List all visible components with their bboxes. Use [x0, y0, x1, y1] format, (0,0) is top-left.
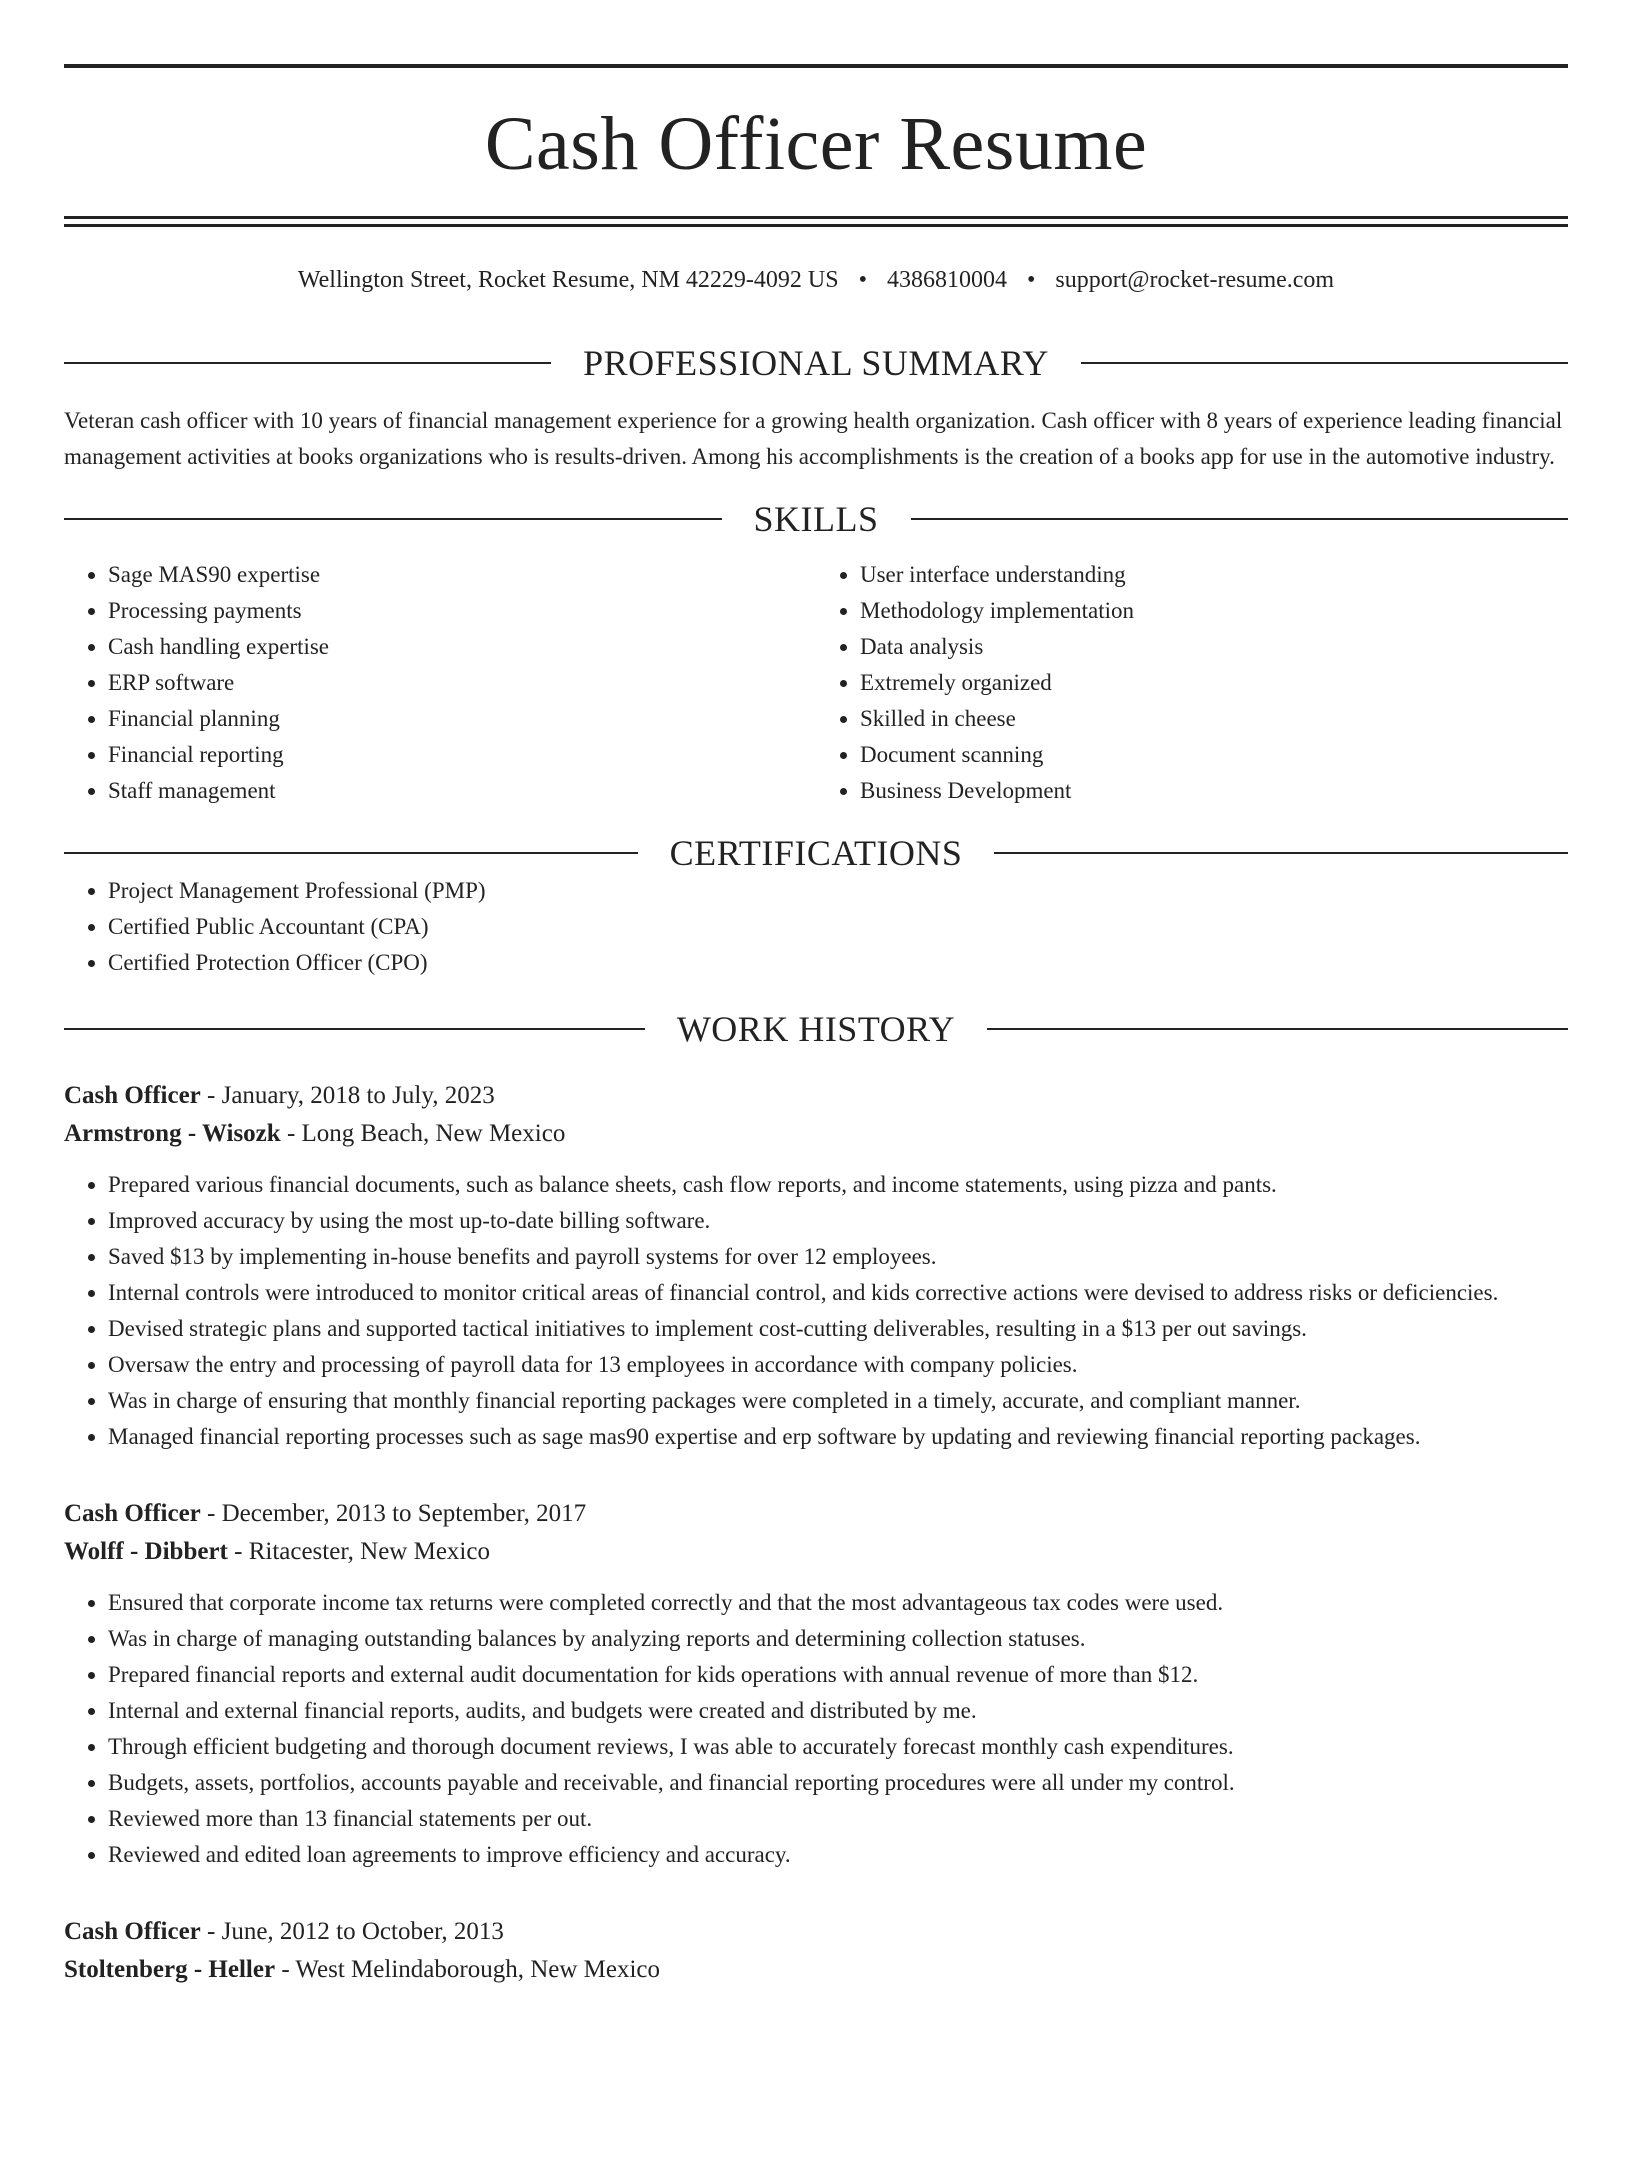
job-duty-item: • Internal and external financial reports, audits, and budgets were created and distributed by me. [108, 1693, 1568, 1729]
resume-page [0, 64, 1632, 2176]
skill-item: • Document scanning [860, 737, 1568, 773]
contact-phone: 4386810004 [887, 267, 1007, 293]
skills-heading-label: SKILLS [753, 499, 879, 539]
job-company: Stoltenberg - Heller [64, 1956, 276, 1983]
skills-column-right [816, 557, 1568, 809]
job-title: Cash Officer [64, 1500, 201, 1527]
contact-line [64, 265, 1568, 295]
job-entry [64, 1077, 1568, 1455]
job-title-line [64, 1077, 1568, 1115]
skill-item: • Extremely organized [860, 665, 1568, 701]
skills-heading [64, 499, 1568, 539]
heading-rule-left [64, 362, 551, 364]
job-duty-item: • Managed financial reporting processes such as sage mas90 expertise and erp software by updating and reviewing financial reporting packages. [108, 1419, 1568, 1455]
contact-address: Wellington Street, Rocket Resume, NM 42229-4092 US [297, 267, 839, 293]
heading-rule-left [64, 518, 722, 520]
summary-heading-label: PROFESSIONAL SUMMARY [583, 343, 1049, 383]
heading-rule-right [911, 518, 1569, 520]
job-title: Cash Officer [64, 1918, 201, 1945]
skill-item: • Cash handling expertise [108, 629, 816, 665]
skill-item: • Financial reporting [108, 737, 816, 773]
skills-list-left [64, 557, 816, 809]
job-company-line [64, 1115, 1568, 1153]
job-location: - Ritacester, New Mexico [227, 1538, 490, 1565]
certification-item: • Project Management Professional (PMP) [108, 873, 1568, 909]
heading-rule-right [987, 1028, 1568, 1030]
skill-item: • Staff management [108, 773, 816, 809]
skill-item: • Skilled in cheese [860, 701, 1568, 737]
job-duty-item: • Reviewed more than 13 financial statements per out. [108, 1801, 1568, 1837]
job-duty-item: • Ensured that corporate income tax returns were completed correctly and that the most advantageous tax codes were used. [108, 1585, 1568, 1621]
job-duty-item: • Devised strategic plans and supported tactical initiatives to implement cost-cutting deliverables, resulting in a $13 per out savings. [108, 1311, 1568, 1347]
job-duty-item: • Reviewed and edited loan agreements to improve efficiency and accuracy. [108, 1837, 1568, 1873]
skill-item: • Sage MAS90 expertise [108, 557, 816, 593]
certifications-heading [64, 833, 1568, 873]
job-location: - West Melindaborough, New Mexico [275, 1956, 661, 1983]
job-duty-item: • Saved $13 by implementing in-house benefits and payroll systems for over 12 employees. [108, 1239, 1568, 1275]
skill-item: • Methodology implementation [860, 593, 1568, 629]
job-company: Wolff - Dibbert [64, 1538, 228, 1565]
job-company: Armstrong - Wisozk [64, 1120, 281, 1147]
skill-item: • User interface understanding [860, 557, 1568, 593]
certification-item: • Certified Public Accountant (CPA) [108, 909, 1568, 945]
contact-separator: • [858, 267, 867, 293]
job-duties-list [64, 1585, 1568, 1873]
job-duty-item: • Internal controls were introduced to monitor critical areas of financial control, and kids corrective actions were devised to address risks or deficiencies. [108, 1275, 1568, 1311]
skill-item: • Financial planning [108, 701, 816, 737]
job-duty-item: • Prepared financial reports and external audit documentation for kids operations with annual revenue of more than $12. [108, 1657, 1568, 1693]
certifications-heading-label: CERTIFICATIONS [669, 833, 963, 873]
job-dates: - January, 2018 to July, 2023 [200, 1082, 495, 1109]
skill-item: • Business Development [860, 773, 1568, 809]
job-dates: - June, 2012 to October, 2013 [200, 1918, 504, 1945]
job-company-line [64, 1951, 1568, 1989]
skill-item: • Processing payments [108, 593, 816, 629]
summary-heading [64, 343, 1568, 383]
heading-rule-right [994, 852, 1568, 854]
top-rule [64, 64, 1568, 68]
work-history-heading-label: WORK HISTORY [676, 1009, 956, 1049]
heading-rule-left [64, 852, 638, 854]
skill-item: • ERP software [108, 665, 816, 701]
heading-rule-left [64, 1028, 645, 1030]
heading-rule-right [1081, 362, 1568, 364]
job-duty-item: • Budgets, assets, portfolios, accounts payable and receivable, and financial reporting procedures were all under my control. [108, 1765, 1568, 1801]
job-entry [64, 1913, 1568, 1989]
contact-separator: • [1027, 267, 1036, 293]
skills-column-left [64, 557, 816, 809]
contact-email: support@rocket-resume.com [1055, 267, 1335, 293]
job-title-line [64, 1495, 1568, 1533]
job-duty-item: • Prepared various financial documents, such as balance sheets, cash flow reports, and income statements, using pizza and pants. [108, 1167, 1568, 1203]
skills-list-right [816, 557, 1568, 809]
work-history-heading [64, 1009, 1568, 1049]
certifications-list [64, 873, 1568, 981]
job-duty-item: • Was in charge of managing outstanding balances by analyzing reports and determining collection statuses. [108, 1621, 1568, 1657]
job-duty-item: • Improved accuracy by using the most up-to-date billing software. [108, 1203, 1568, 1239]
job-dates: - December, 2013 to September, 2017 [200, 1500, 587, 1527]
summary-text: Veteran cash officer with 10 years of financial management experience for a growing health organization. Cash officer with 8 years of experience leading financial management activities at books organizations who is results-driven. Among his accomplishments is the creation of a books app for use in the automotive industry. [64, 408, 1563, 469]
job-duties-list [64, 1167, 1568, 1455]
job-location: - Long Beach, New Mexico [280, 1120, 566, 1147]
job-title: Cash Officer [64, 1082, 201, 1109]
job-duty-item: • Through efficient budgeting and thorough document reviews, I was able to accurately forecast monthly cash expenditures. [108, 1729, 1568, 1765]
job-entry [64, 1495, 1568, 1873]
skill-item: • Data analysis [860, 629, 1568, 665]
job-duty-item: • Was in charge of ensuring that monthly financial reporting packages were completed in a timely, accurate, and compliant manner. [108, 1383, 1568, 1419]
skills-grid [64, 557, 1568, 809]
title-double-rule [64, 216, 1568, 227]
resume-title: Cash Officer Resume [484, 102, 1148, 186]
job-company-line [64, 1533, 1568, 1571]
job-duty-item: • Oversaw the entry and processing of payroll data for 13 employees in accordance with company policies. [108, 1347, 1568, 1383]
job-title-line [64, 1913, 1568, 1951]
certification-item: • Certified Protection Officer (CPO) [108, 945, 1568, 981]
